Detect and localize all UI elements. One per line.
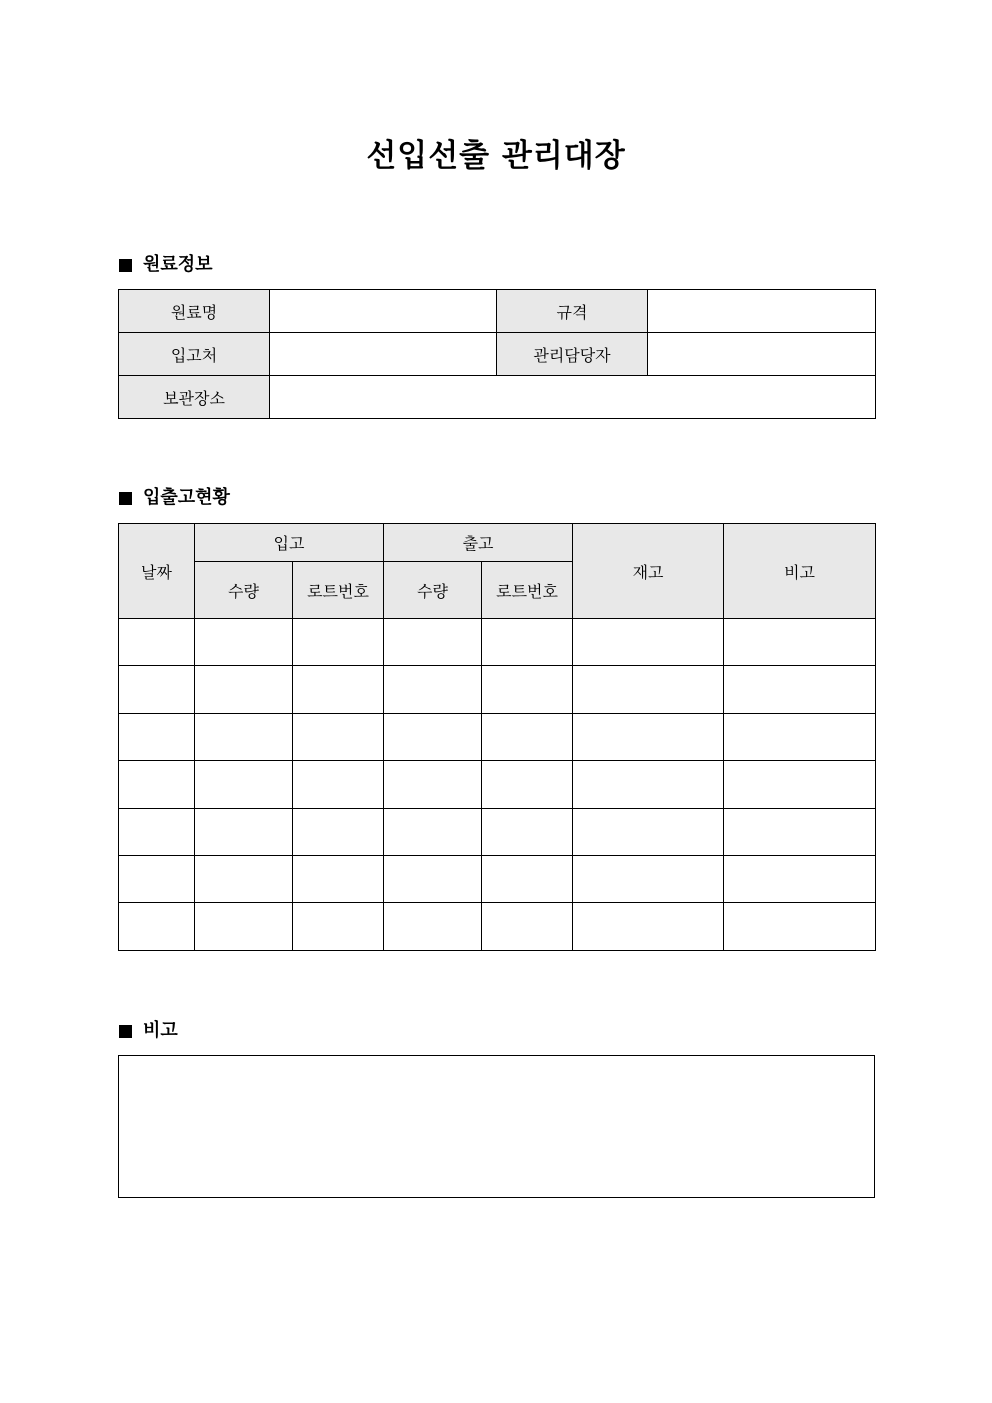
table-row: [119, 619, 876, 666]
section-heading-label: 원료정보: [143, 254, 213, 275]
out-header: 출고: [384, 524, 573, 562]
out-lot-cell[interactable]: [482, 666, 573, 713]
in-qty-cell[interactable]: [195, 761, 293, 808]
section-heading-label: 비고: [143, 1020, 178, 1041]
inout-status-table: [118, 523, 876, 951]
remarks-cell[interactable]: [724, 619, 876, 666]
out-lot-cell[interactable]: [482, 761, 573, 808]
supplier-label: 입고처: [119, 333, 270, 376]
table-row: [119, 761, 876, 808]
out-qty-cell[interactable]: [384, 713, 482, 760]
stock-cell[interactable]: [573, 619, 724, 666]
remarks-cell[interactable]: [724, 855, 876, 902]
manager-field[interactable]: [648, 333, 876, 376]
material-name-label: 원료명: [119, 290, 270, 333]
out-lot-cell[interactable]: [482, 808, 573, 855]
supplier-field[interactable]: [270, 333, 497, 376]
remarks-cell[interactable]: [724, 808, 876, 855]
in-lot-cell[interactable]: [293, 903, 384, 950]
material-name-field[interactable]: [270, 290, 497, 333]
section-heading-notes: [119, 1019, 178, 1043]
in-lot-cell[interactable]: [293, 666, 384, 713]
table-row: [119, 903, 876, 950]
section-heading-inout-status: [119, 486, 230, 510]
remarks-cell[interactable]: [724, 761, 876, 808]
remarks-cell[interactable]: [724, 903, 876, 950]
table-row: [119, 855, 876, 902]
in-qty-cell[interactable]: [195, 808, 293, 855]
in-qty-header: 수량: [195, 562, 293, 619]
in-lot-cell[interactable]: [293, 761, 384, 808]
material-info-table: [118, 289, 876, 419]
out-lot-cell[interactable]: [482, 855, 573, 902]
in-lot-header: 로트번호: [293, 562, 384, 619]
storage-field[interactable]: [270, 376, 876, 419]
table-row: [119, 290, 876, 333]
out-qty-cell[interactable]: [384, 666, 482, 713]
square-bullet-icon: [119, 259, 132, 272]
notes-box[interactable]: [118, 1055, 875, 1198]
out-qty-header: 수량: [384, 562, 482, 619]
page-title: 선입선출 관리대장: [366, 138, 626, 174]
date-cell[interactable]: [119, 808, 195, 855]
in-qty-cell[interactable]: [195, 855, 293, 902]
in-lot-cell[interactable]: [293, 808, 384, 855]
section-heading-label: 입출고현황: [143, 487, 230, 508]
date-header: 날짜: [119, 524, 195, 619]
table-row: [119, 333, 876, 376]
in-header: 입고: [195, 524, 384, 562]
table-header-row: [119, 524, 876, 562]
out-qty-cell[interactable]: [384, 761, 482, 808]
in-lot-cell[interactable]: [293, 855, 384, 902]
date-cell[interactable]: [119, 903, 195, 950]
date-cell[interactable]: [119, 666, 195, 713]
out-qty-cell[interactable]: [384, 903, 482, 950]
table-row: [119, 713, 876, 760]
spec-label: 규격: [497, 290, 648, 333]
remarks-cell[interactable]: [724, 713, 876, 760]
table-row: [119, 808, 876, 855]
table-row: [119, 376, 876, 419]
square-bullet-icon: [119, 1025, 132, 1038]
in-lot-cell[interactable]: [293, 713, 384, 760]
in-qty-cell[interactable]: [195, 903, 293, 950]
remarks-header: 비고: [724, 524, 876, 619]
storage-label: 보관장소: [119, 376, 270, 419]
manager-label: 관리담당자: [497, 333, 648, 376]
table-row: [119, 666, 876, 713]
date-cell[interactable]: [119, 855, 195, 902]
date-cell[interactable]: [119, 619, 195, 666]
stock-cell[interactable]: [573, 666, 724, 713]
stock-cell[interactable]: [573, 808, 724, 855]
remarks-cell[interactable]: [724, 666, 876, 713]
in-qty-cell[interactable]: [195, 619, 293, 666]
stock-cell[interactable]: [573, 903, 724, 950]
in-qty-cell[interactable]: [195, 713, 293, 760]
stock-cell[interactable]: [573, 855, 724, 902]
date-cell[interactable]: [119, 761, 195, 808]
out-qty-cell[interactable]: [384, 855, 482, 902]
stock-cell[interactable]: [573, 713, 724, 760]
square-bullet-icon: [119, 492, 132, 505]
stock-cell[interactable]: [573, 761, 724, 808]
out-lot-cell[interactable]: [482, 903, 573, 950]
in-qty-cell[interactable]: [195, 666, 293, 713]
out-qty-cell[interactable]: [384, 619, 482, 666]
out-lot-header: 로트번호: [482, 562, 573, 619]
in-lot-cell[interactable]: [293, 619, 384, 666]
spec-field[interactable]: [648, 290, 876, 333]
out-lot-cell[interactable]: [482, 619, 573, 666]
out-lot-cell[interactable]: [482, 713, 573, 760]
section-heading-material-info: [119, 253, 213, 277]
stock-header: 재고: [573, 524, 724, 619]
out-qty-cell[interactable]: [384, 808, 482, 855]
date-cell[interactable]: [119, 713, 195, 760]
